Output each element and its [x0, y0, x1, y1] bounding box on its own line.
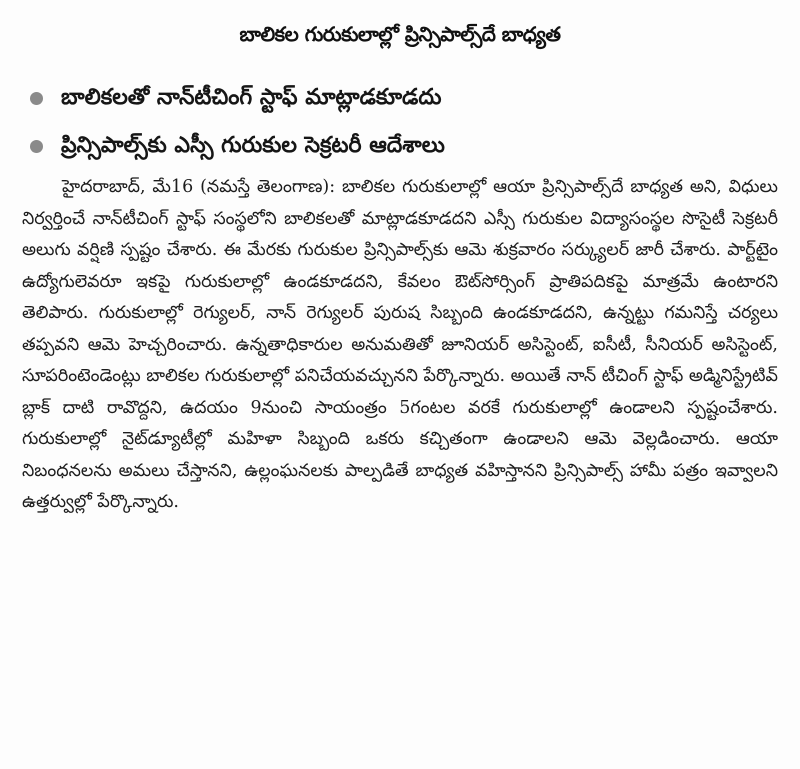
bullet-icon [30, 92, 43, 105]
subhead-item [22, 74, 782, 122]
bullet-icon [30, 140, 43, 153]
subheads-list [22, 74, 782, 170]
headline: బాలికల గురుకులాల్లో ప్రిన్సిపాల్స్‌దే బాధ్యత [239, 22, 561, 46]
subhead-item [22, 122, 782, 170]
article-body: హైదరాబాద్, మే16 (నమస్తే తెలంగాణ): బాలికల గురుకులాల్లో ఆయా ప్రిన్సిపాల్స్‌దే బాధ్యత అని, విధులు నిర్వర్తించే నాన్‌టీచింగ్ స్టాఫ్ సంస్థలోని బాలికలతో మాట్లాడకూడదని ఎస్సీ గురుకుల విద్యాసంస్థల సొసైటీ సెక్రటరీ అలుగు వర్షిణి స్పష్టం చేశారు. ఈ మేరకు గురుకుల ప్రిన్సిపాల్స్‌కు ఆమె శుక్రవారం సర్క్యులర్ జారీ చేశారు. పార్ట్‌టైం ఉద్యోగులెవరూ ఇకపై గురుకులాల్లో ఉండకూడదని, కేవలం ఔట్‌సోర్సింగ్ ప్రాతిపదికపై మాత్రమే ఉంటారని తెలిపారు. గురుకులాల్లో రెగ్యులర్, నాన్ రెగ్యులర్ పురుష సిబ్బంది ఉండకూడదని, ఉన్నట్టు గమనిస్తే చర్యలు తప్పవని ఆమె హెచ్చరించారు. ఉన్నతాధికారుల అనుమతితో జూనియర్ అసిస్టెంట్, ఐసీటీ, సీనియర్ అసిస్టెంట్, సూపరింటెండెంట్లు బాలికల గురుకులాల్లో పనిచేయవచ్చునని పేర్కొన్నారు. అయితే నాన్ టీచింగ్ స్టాఫ్ అడ్మినిస్ట్రేటివ్ బ్లాక్ దాటి రావొద్దని, ఉదయం 9నుంచి సాయంత్రం 5గంటల వరకే గురుకులాల్లో ఉండాలని స్పష్టంచేశారు. గురుకులాల్లో నైట్‌డ్యూటీల్లో మహిళా సిబ్బంది ఒకరు కచ్చితంగా ఉండాలని ఆమె వెల్లడించారు. ఆయా నిబంధనలను అమలు చేస్తానని, ఉల్లంఘనలకు పాల్పడితే బాధ్యత వహిస్తానని ప్రిన్సిపాల్స్ హామీ పత్రం ఇవ్వాలని ఉత్తర్వుల్లో పేర్కొన్నారు. [22, 177, 778, 512]
subhead-text: ప్రిన్సిపాల్స్‌కు ఎస్సీ గురుకుల సెక్రటరీ ఆదేశాలు [61, 133, 445, 158]
subhead-text: బాలికలతో నాన్‌టీచింగ్ స్టాఫ్ మాట్లాడకూడదు [61, 85, 442, 110]
